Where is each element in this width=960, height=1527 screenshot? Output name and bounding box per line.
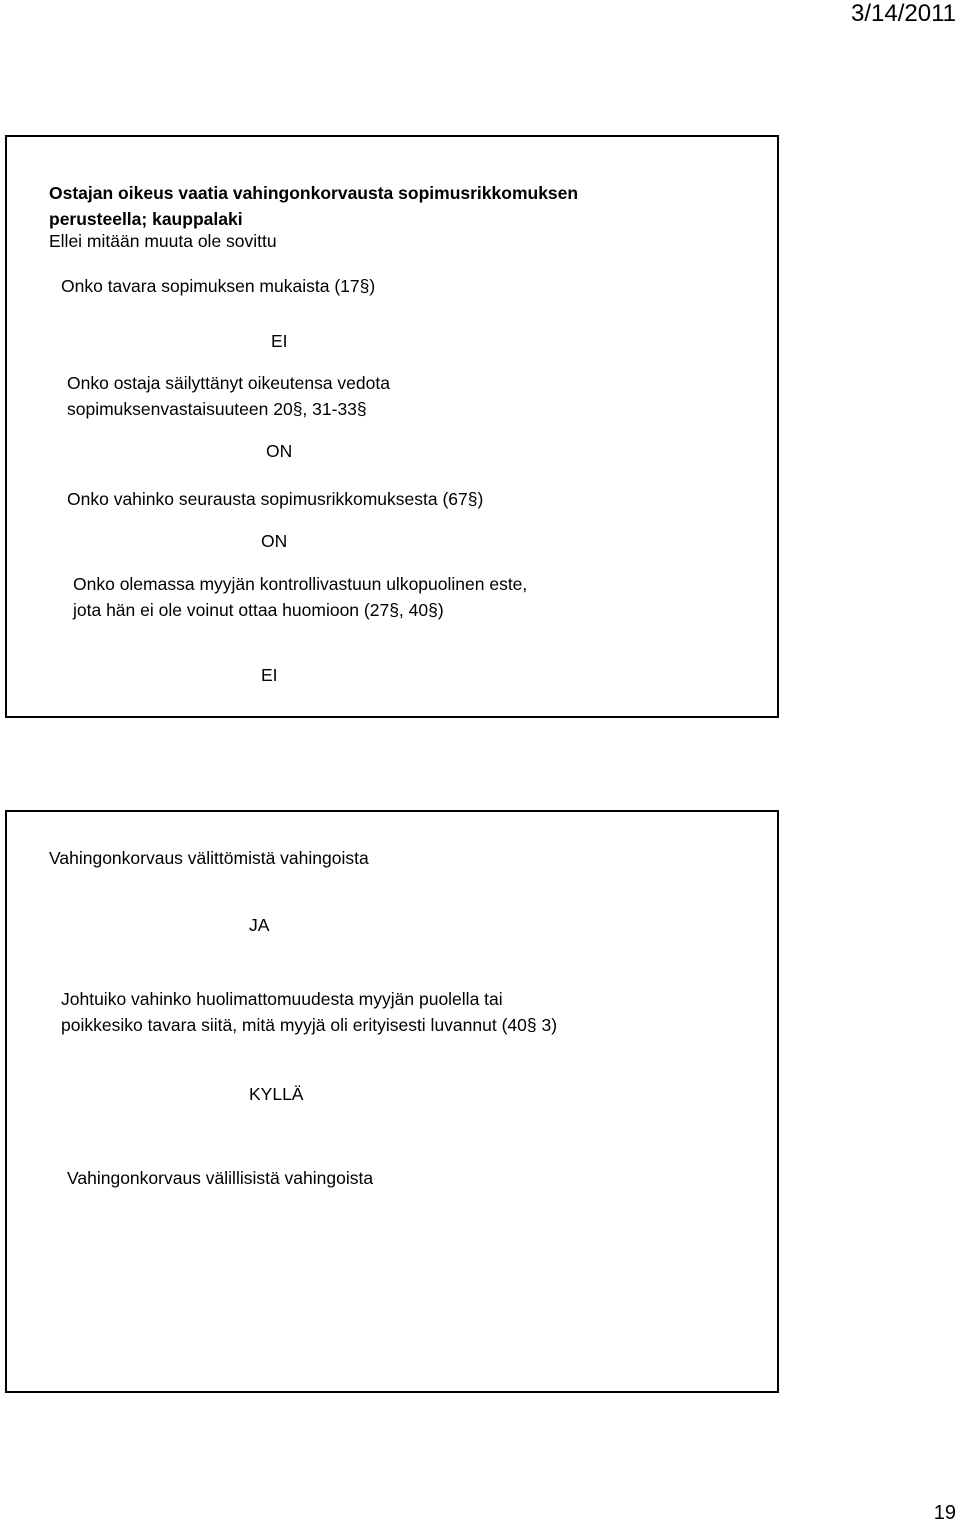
question-retained-right-line-1: Onko ostaja säilyttänyt oikeutensa vedota bbox=[67, 373, 390, 393]
answer-yes-1: ON bbox=[266, 441, 293, 461]
answer-no-2: EI bbox=[261, 665, 278, 685]
question-retained-right bbox=[67, 370, 390, 422]
negligence-question-line-1: Johtuiko vahinko huolimattomuudesta myyjän puolella tai bbox=[61, 989, 503, 1009]
page-number: 19 bbox=[933, 1502, 956, 1524]
question-conformity: Onko tavara sopimuksen mukaista (17§) bbox=[61, 276, 376, 296]
slide-1 bbox=[5, 135, 779, 718]
slide-title-line-2: perusteella; kauppalaki bbox=[49, 209, 243, 229]
slide-title-line-1: Ostajan oikeus vaatia vahingonkorvausta sopimusrikkomuksen bbox=[49, 183, 579, 203]
negligence-question bbox=[61, 986, 557, 1038]
indirect-damages-text: Vahingonkorvaus välillisistä vahingoista bbox=[67, 1168, 374, 1188]
answer-yes-2: ON bbox=[261, 531, 288, 551]
slide-2 bbox=[5, 810, 779, 1393]
question-impediment-line-1: Onko olemassa myyjän kontrollivastuun ulkopuolinen este, bbox=[73, 574, 528, 594]
connector-and: JA bbox=[249, 915, 270, 935]
slide-title bbox=[49, 180, 578, 232]
slide-subtitle: Ellei mitään muuta ole sovittu bbox=[49, 231, 277, 251]
question-retained-right-line-2: sopimuksenvastaisuuteen 20§, 31-33§ bbox=[67, 399, 367, 419]
question-impediment-line-2: jota hän ei ole voinut ottaa huomioon (27§, 40§) bbox=[73, 600, 444, 620]
direct-damages-text: Vahingonkorvaus välittömistä vahingoista bbox=[49, 848, 369, 868]
question-causation: Onko vahinko seurausta sopimusrikkomuksesta (67§) bbox=[67, 489, 484, 509]
date-header: 3/14/2011 bbox=[851, 0, 956, 27]
question-impediment bbox=[73, 571, 527, 623]
answer-no-1: EI bbox=[271, 331, 288, 351]
answer-yes: KYLLÄ bbox=[249, 1084, 304, 1104]
negligence-question-line-2: poikkesiko tavara siitä, mitä myyjä oli erityisesti luvannut (40§ 3) bbox=[61, 1015, 558, 1035]
